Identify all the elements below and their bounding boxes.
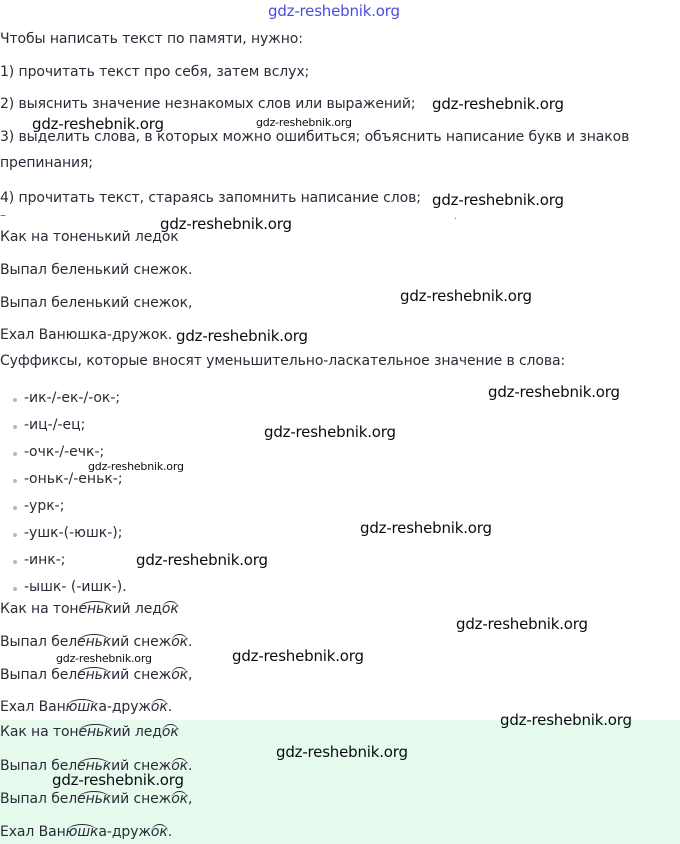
ending-mark: ок xyxy=(171,758,189,774)
watermark: gdz-reshebnik.org xyxy=(500,711,632,729)
watermark: gdz-reshebnik.org xyxy=(136,551,268,569)
suffix-intro: Суффиксы, которые вносят уменьшительно-ласкательное значение в слова: xyxy=(0,353,566,369)
watermark: gdz-reshebnik.org xyxy=(276,743,408,761)
suffix-mark: еньк xyxy=(78,724,113,740)
ending-mark: ок xyxy=(171,791,189,807)
suffix-mark: еньк xyxy=(77,791,112,807)
intro-step-3: 3) выделить слова, в которых можно ошибиться; объяснить написание букв и знаков xyxy=(0,129,630,145)
watermark: gdz-reshebnik.org xyxy=(32,115,164,133)
marked-line-1: Как на тоненький ледок xyxy=(0,601,179,617)
watermark: gdz-reshebnik.org xyxy=(432,191,564,209)
watermark: gdz-reshebnik.org xyxy=(360,519,492,537)
list-item: -урк-; xyxy=(0,498,64,514)
suffix-mark: юшк xyxy=(65,699,99,715)
watermark: gdz-reshebnik.org xyxy=(264,423,396,441)
watermark: gdz-reshebnik.org xyxy=(268,2,400,20)
suffix-mark: еньк xyxy=(77,758,112,774)
list-item: -оньк-/-еньк-; xyxy=(0,471,123,487)
watermark: gdz-reshebnik.org xyxy=(456,615,588,633)
poem-line-2: Выпал беленький снежок. xyxy=(0,262,193,278)
ending-mark: ок xyxy=(161,601,179,617)
watermark: gdz-reshebnik.org xyxy=(400,287,532,305)
ending-mark: ок xyxy=(171,667,189,683)
marked-line-2: Выпал беленький снежок. xyxy=(0,634,193,650)
watermark: gdz-reshebnik.org xyxy=(176,327,308,345)
marked-line-4: Ехал Ванюшка-дружок. xyxy=(0,699,173,715)
ending-mark: ок xyxy=(150,824,168,840)
watermark: gdz-reshebnik.org xyxy=(160,215,292,233)
suffix-mark: юшк xyxy=(65,824,99,840)
poem-line-4: Ехал Ванюшка-дружок. xyxy=(0,327,173,343)
suffix-mark: еньк xyxy=(77,634,112,650)
ending-mark: ок xyxy=(161,724,179,740)
marked-line-3: Выпал беленький снежок, xyxy=(0,667,193,683)
intro-step-2: 2) выяснить значение незнакомых слов или выражений; xyxy=(0,96,416,112)
list-item: -инк-; xyxy=(0,552,66,568)
poem-line-3: Выпал беленький снежок, xyxy=(0,295,193,311)
watermark: gdz-reshebnik.org xyxy=(256,116,352,129)
list-item: -иц-/-ец; xyxy=(0,417,85,433)
suffix-mark: еньк xyxy=(77,667,112,683)
list-item: -ик-/-ек-/-ок-; xyxy=(0,390,120,406)
poem-line-1: Как на тоненький ледок xyxy=(0,229,179,245)
watermark: gdz-reshebnik.org xyxy=(88,460,184,473)
ending-mark: ок xyxy=(171,634,189,650)
intro-step-3-continued: препинания; xyxy=(0,155,93,171)
separator-dash: – xyxy=(0,208,6,222)
watermark: gdz-reshebnik.org xyxy=(56,652,152,665)
watermark: gdz-reshebnik.org xyxy=(52,771,184,789)
intro-step-1: 1) прочитать текст про себя, затем вслух; xyxy=(0,64,310,80)
separator-dot: · xyxy=(454,214,458,225)
suffix-mark: еньк xyxy=(78,601,113,617)
answer-line-2: Выпал беленький снежок. xyxy=(0,758,193,774)
watermark: gdz-reshebnik.org xyxy=(232,647,364,665)
answer-line-1: Как на тоненький ледок xyxy=(0,724,179,740)
intro-title: Чтобы написать текст по памяти, нужно: xyxy=(0,31,303,47)
intro-step-4: 4) прочитать текст, стараясь запомнить написание слов; xyxy=(0,190,421,206)
watermark: gdz-reshebnik.org xyxy=(488,383,620,401)
list-item: -ушк-(-юшк-); xyxy=(0,525,122,541)
watermark: gdz-reshebnik.org xyxy=(432,95,564,113)
list-item: -ышк- (-ишк-). xyxy=(0,579,127,595)
list-item: -очк-/-ечк-; xyxy=(0,444,104,460)
answer-line-3: Выпал беленький снежок, xyxy=(0,791,193,807)
ending-mark: ок xyxy=(150,699,168,715)
answer-line-4: Ехал Ванюшка-дружок. xyxy=(0,824,173,840)
